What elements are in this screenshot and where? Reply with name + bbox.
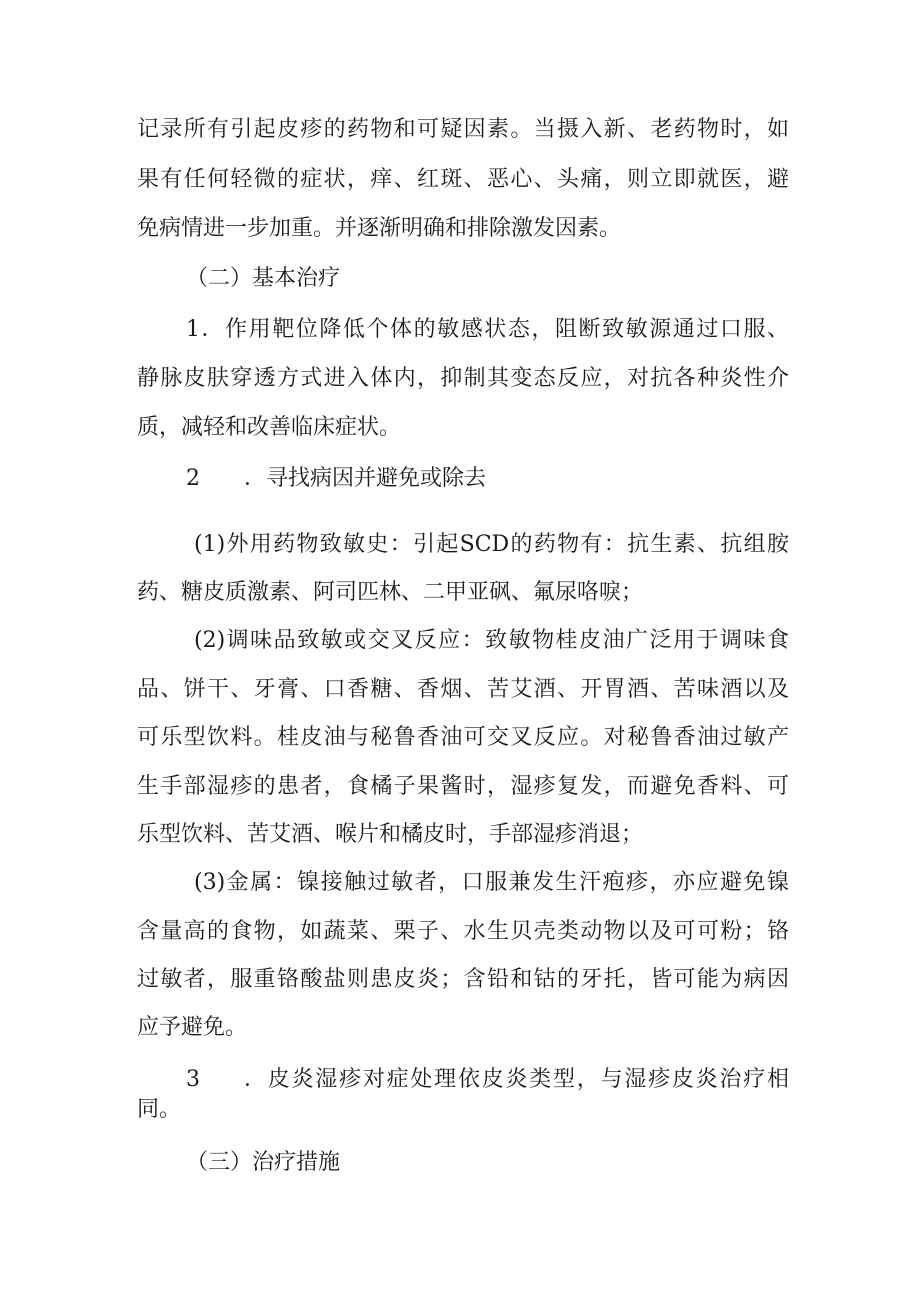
sub-item-line: (3)金属：镍接触过敏者，口服兼发生汗疱疹，亦应避免镍 — [194, 870, 789, 895]
sub-item-line: 乐型饮料、苦艾酒、喉片和橘皮时，手部湿疹消退； — [137, 822, 644, 847]
sub-item-line: 生手部湿疹的患者，食橘子果酱时，湿疹复发，而避免香料、可 — [137, 774, 789, 799]
sub-item-line: 品、饼干、牙膏、口香糖、香烟、苦艾酒、开胃酒、苦味酒以及 — [137, 677, 789, 702]
sub-item-line: (1)外用药物致敏史：引起SCD的药物有：抗生素、抗组胺 — [194, 532, 789, 557]
paragraph-line: 果有任何轻微的症状，痒、红斑、恶心、头痛，则立即就医，避 — [137, 167, 789, 192]
sub-item-line: 应予避免。 — [137, 1015, 248, 1040]
section-heading: （二）基本治疗 — [186, 266, 341, 291]
item-title: ．寻找病因并避免或除去 — [244, 466, 487, 491]
item-line: 质，减轻和改善临床症状。 — [137, 415, 402, 440]
item-line: 静脉皮肤穿透方式进入体内，抑制其变态反应，对抗各种炎性介 — [137, 366, 789, 391]
paragraph-line: 免病情进一步加重。并逐渐明确和排除激发因素。 — [137, 216, 622, 241]
item-number: 2 — [186, 466, 200, 491]
sub-item-line: 药、糖皮质激素、阿司匹林、二甲亚砜、氟尿咯唳； — [137, 580, 644, 605]
sub-item-line: 过敏者，服重铬酸盐则患皮炎；含铅和钴的牙托，皆可能为病因 — [137, 967, 789, 992]
item-line: ．皮炎湿疹对症处理依皮炎类型，与湿疹皮炎治疗相 — [244, 1067, 789, 1092]
item-line: 同。 — [137, 1097, 182, 1122]
item-line: 1．作用靶位降低个体的敏感状态，阻断致敏源通过口服、 — [186, 317, 789, 342]
sub-item-line: 可乐型饮料。桂皮油与秘鲁香油可交叉反应。对秘鲁香油过敏产 — [137, 725, 789, 750]
item-number: 3 — [186, 1067, 200, 1092]
paragraph-line: 记录所有引起皮疹的药物和可疑因素。当摄入新、老药物时，如 — [137, 117, 789, 142]
sub-item-line: 含量高的食物，如蔬菜、栗子、水生贝壳类动物以及可可粉；铬 — [137, 919, 789, 944]
sub-item-line: (2)调味品致敏或交叉反应：致敏物桂皮油广泛用于调味食 — [194, 628, 789, 653]
section-heading: （三）治疗措施 — [186, 1150, 341, 1175]
